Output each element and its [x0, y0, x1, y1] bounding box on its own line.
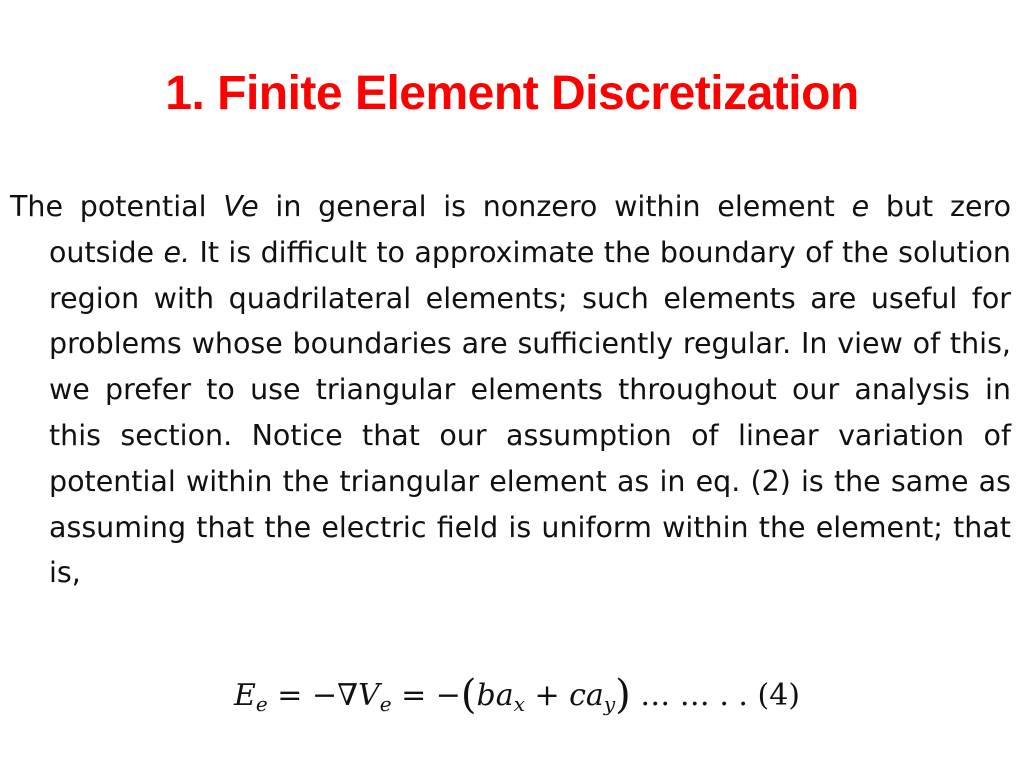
body-paragraph — [10, 184, 1011, 596]
eq-part: = −∇ — [267, 678, 359, 713]
eq-c-sub: y — [603, 692, 616, 716]
text-run: The potential — [10, 190, 224, 223]
equation-4 — [234, 666, 800, 724]
eq-number: (4) — [757, 678, 800, 713]
eq-b: ba — [476, 678, 514, 713]
text-run: in general is nonzero within element — [258, 190, 852, 223]
eq-b-sub: x — [513, 692, 525, 716]
eq-lhs: E — [234, 678, 256, 713]
eq-c: ca — [569, 678, 604, 713]
text-run: It is difficult to approximate the boundary of the solution region with quadrilateral elements; such elements are useful for problems whose boundaries are sufficiently regular. In view of this, we prefer to use triangular elements throughout our analysis in this section. Notice that our assumption of linear variation of potential within the triangular element as in eq. (2) is the same as assuming that the electric field is uniform within the element; that is, — [49, 235, 1011, 590]
italic-e: e — [851, 190, 870, 223]
italic-e-dot: e. — [163, 235, 191, 269]
eq-lhs-sub: e — [255, 692, 268, 716]
slide-title: 1. Finite Element Discretization — [165, 67, 859, 120]
italic-ve: Ve — [223, 190, 259, 223]
eq-plus: + — [524, 678, 570, 713]
eq-v-sub: e — [379, 692, 392, 716]
eq-part: = − — [391, 678, 461, 713]
eq-close-paren: ) — [615, 672, 631, 718]
eq-open-paren: ( — [460, 672, 477, 718]
eq-v: V — [358, 678, 380, 713]
eq-dots: … … . . — [630, 678, 758, 713]
text-run: but zero outside — [49, 190, 1012, 269]
